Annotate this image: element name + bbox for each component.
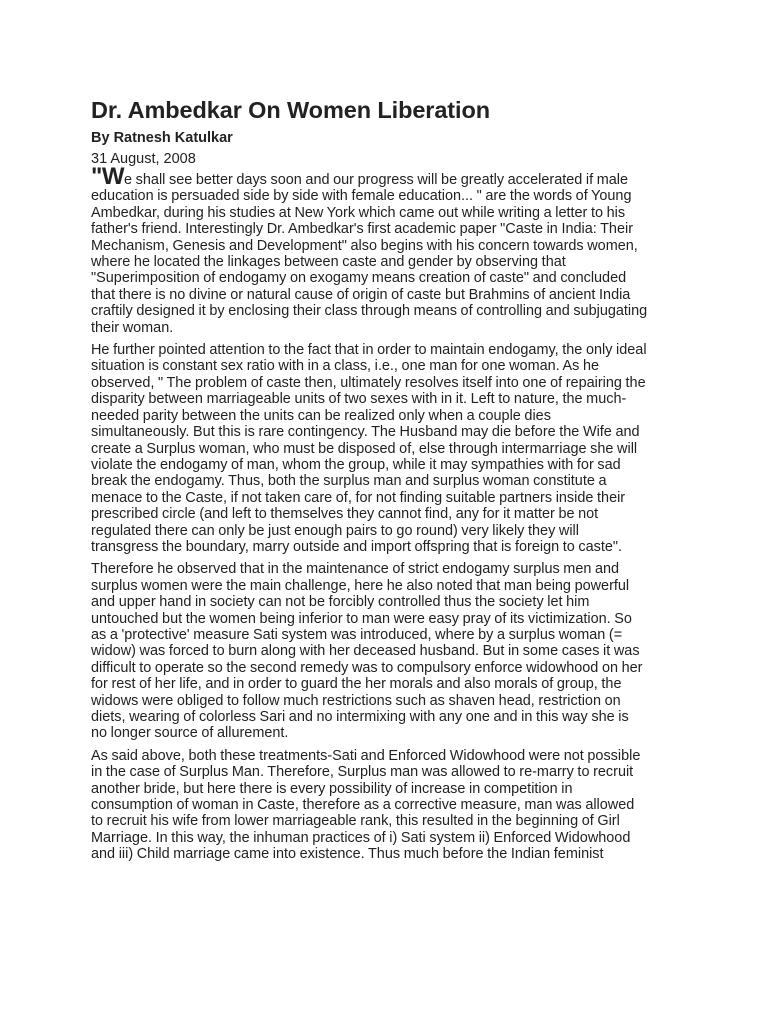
paragraph-line: [91, 163, 681, 190]
paragraph-line: situation is constant sex ratio with in a class, i.e., one man for one woman. As he: [91, 358, 599, 375]
paragraph-line: transgress the boundary, marry outside and import offspring that is foreign to caste".: [91, 538, 623, 555]
paragraph-line: "Superimposition of endogamy on exogamy means creation of caste" and concluded: [91, 270, 627, 287]
paragraph-line: no longer source of allurement.: [91, 725, 289, 742]
paragraph-line: craftily designed it by enclosing their class through means of controlling and subjugating: [91, 303, 648, 320]
paragraph-line: regulated there can only be just enough pairs to go round) very likely they will: [91, 522, 579, 539]
paragraph-line: Marriage. In this way, the inhuman practices of i) Sati system ii) Enforced Widowhood: [91, 829, 631, 846]
paragraph-line: consumption of woman in Caste, therefore as a corrective measure, man was allowed: [91, 797, 635, 814]
paragraph-line: violate the endogamy of man, whom the group, while it may sympathies with for sad: [91, 456, 621, 473]
paragraph-line: disparity between marriageable units of two sexes with in it. Left to nature, the much-: [91, 391, 627, 408]
paragraph-line: diets, wearing of colorless Sari and no intermixing with any one and in this way she is: [91, 709, 629, 725]
paragraph-line: to recruit his wife from lower marriageable rank, this resulted in the beginning of Girl: [91, 813, 620, 830]
paragraph-line: prescribed circle (and left to themselves they cannot find, any for it matter be not: [91, 506, 599, 523]
paragraph-line: education is persuaded side by side with female education... " are the words of Young: [91, 188, 632, 205]
paragraph-line: another bride, but here there is every possibility of increase in competition in: [91, 780, 573, 797]
paragraph-line: menace to the Caste, if not taken care of, for not finding suitable partners inside their: [91, 489, 626, 506]
paragraph-line: widows were obliged to follow much restrictions such as shaven head, restriction on: [91, 692, 621, 709]
article-date: 31 August, 2008: [91, 151, 196, 167]
paragraph-line: Therefore he observed that in the maintenance of strict endogamy surplus men and: [91, 561, 620, 578]
paragraph-line-text: e shall see better days soon and our progress will be greatly accelerated if male: [124, 172, 629, 188]
paragraph-line: their woman.: [91, 319, 174, 336]
article-title: Dr. Ambedkar On Women Liberation: [91, 97, 490, 123]
article-byline: By Ratnesh Katulkar: [91, 130, 233, 146]
paragraph-line: father's friend. Interestingly Dr. Ambedkar's first academic paper "Caste in India: Their: [91, 221, 634, 238]
paragraph-line: as a 'protective' measure Sati system was introduced, where by a surplus woman (=: [91, 626, 623, 643]
paragraph-line: break the endogamy. Thus, both the surplus man and surplus woman constitute a: [91, 473, 607, 490]
paragraph-line: create a Surplus woman, who must be disposed of, else through intermarriage she will: [91, 440, 638, 457]
paragraph-line: Ambedkar, during his studies at New York which came out while writing a letter to his: [91, 204, 626, 221]
paragraph-line: As said above, both these treatments-Sati and Enforced Widowhood were not possible: [91, 747, 641, 764]
article-paragraph-2: [91, 342, 681, 555]
article-paragraph-4: [91, 748, 681, 863]
drop-cap: "W: [91, 163, 125, 190]
paragraph-line: difficult to operate so the second remedy was to compulsory enforce widowhood on her: [91, 659, 643, 676]
paragraph-line: for rest of her life, and in order to guard the her morals and also morals of group, the: [91, 676, 622, 693]
paragraph-line: simultaneously. But this is rare contingency. The Husband may die before the Wife and: [91, 424, 640, 441]
paragraph-line: needed parity between the units can be realized only when a couple dies: [91, 407, 551, 424]
paragraph-line: He further pointed attention to the fact that in order to maintain endogamy, the only ideal: [91, 342, 647, 359]
paragraph-line: widow) was forced to burn along with her deceased husband. But in some cases it was: [91, 643, 640, 660]
paragraph-line: where he located the linkages between caste and gender by observing that: [91, 254, 566, 271]
paragraph-line: and iii) Child marriage came into existence. Thus much before the Indian feminist: [91, 846, 604, 863]
paragraph-line: that there is no divine or natural cause of origin of caste but Brahmins of ancient India: [91, 286, 631, 303]
paragraph-line: and upper hand in society can not be forcibly controlled thus the society let him: [91, 594, 590, 611]
article: [91, 96, 681, 869]
article-paragraph-3: [91, 561, 681, 741]
paragraph-line: surplus women were the main challenge, here he also noted that man being powerful: [91, 577, 630, 594]
paragraph-line: Mechanism, Genesis and Development" also begins with his concern towards women,: [91, 237, 638, 254]
article-paragraph-1: [91, 163, 681, 336]
paragraph-line: untouched but the women being inferior to man were easy pray of its victimization. So: [91, 610, 632, 627]
paragraph-line: in the case of Surplus Man. Therefore, Surplus man was allowed to re-marry to recruit: [91, 764, 634, 781]
paragraph-line: observed, " The problem of caste then, ultimately resolves itself into one of repairing the: [91, 374, 646, 391]
